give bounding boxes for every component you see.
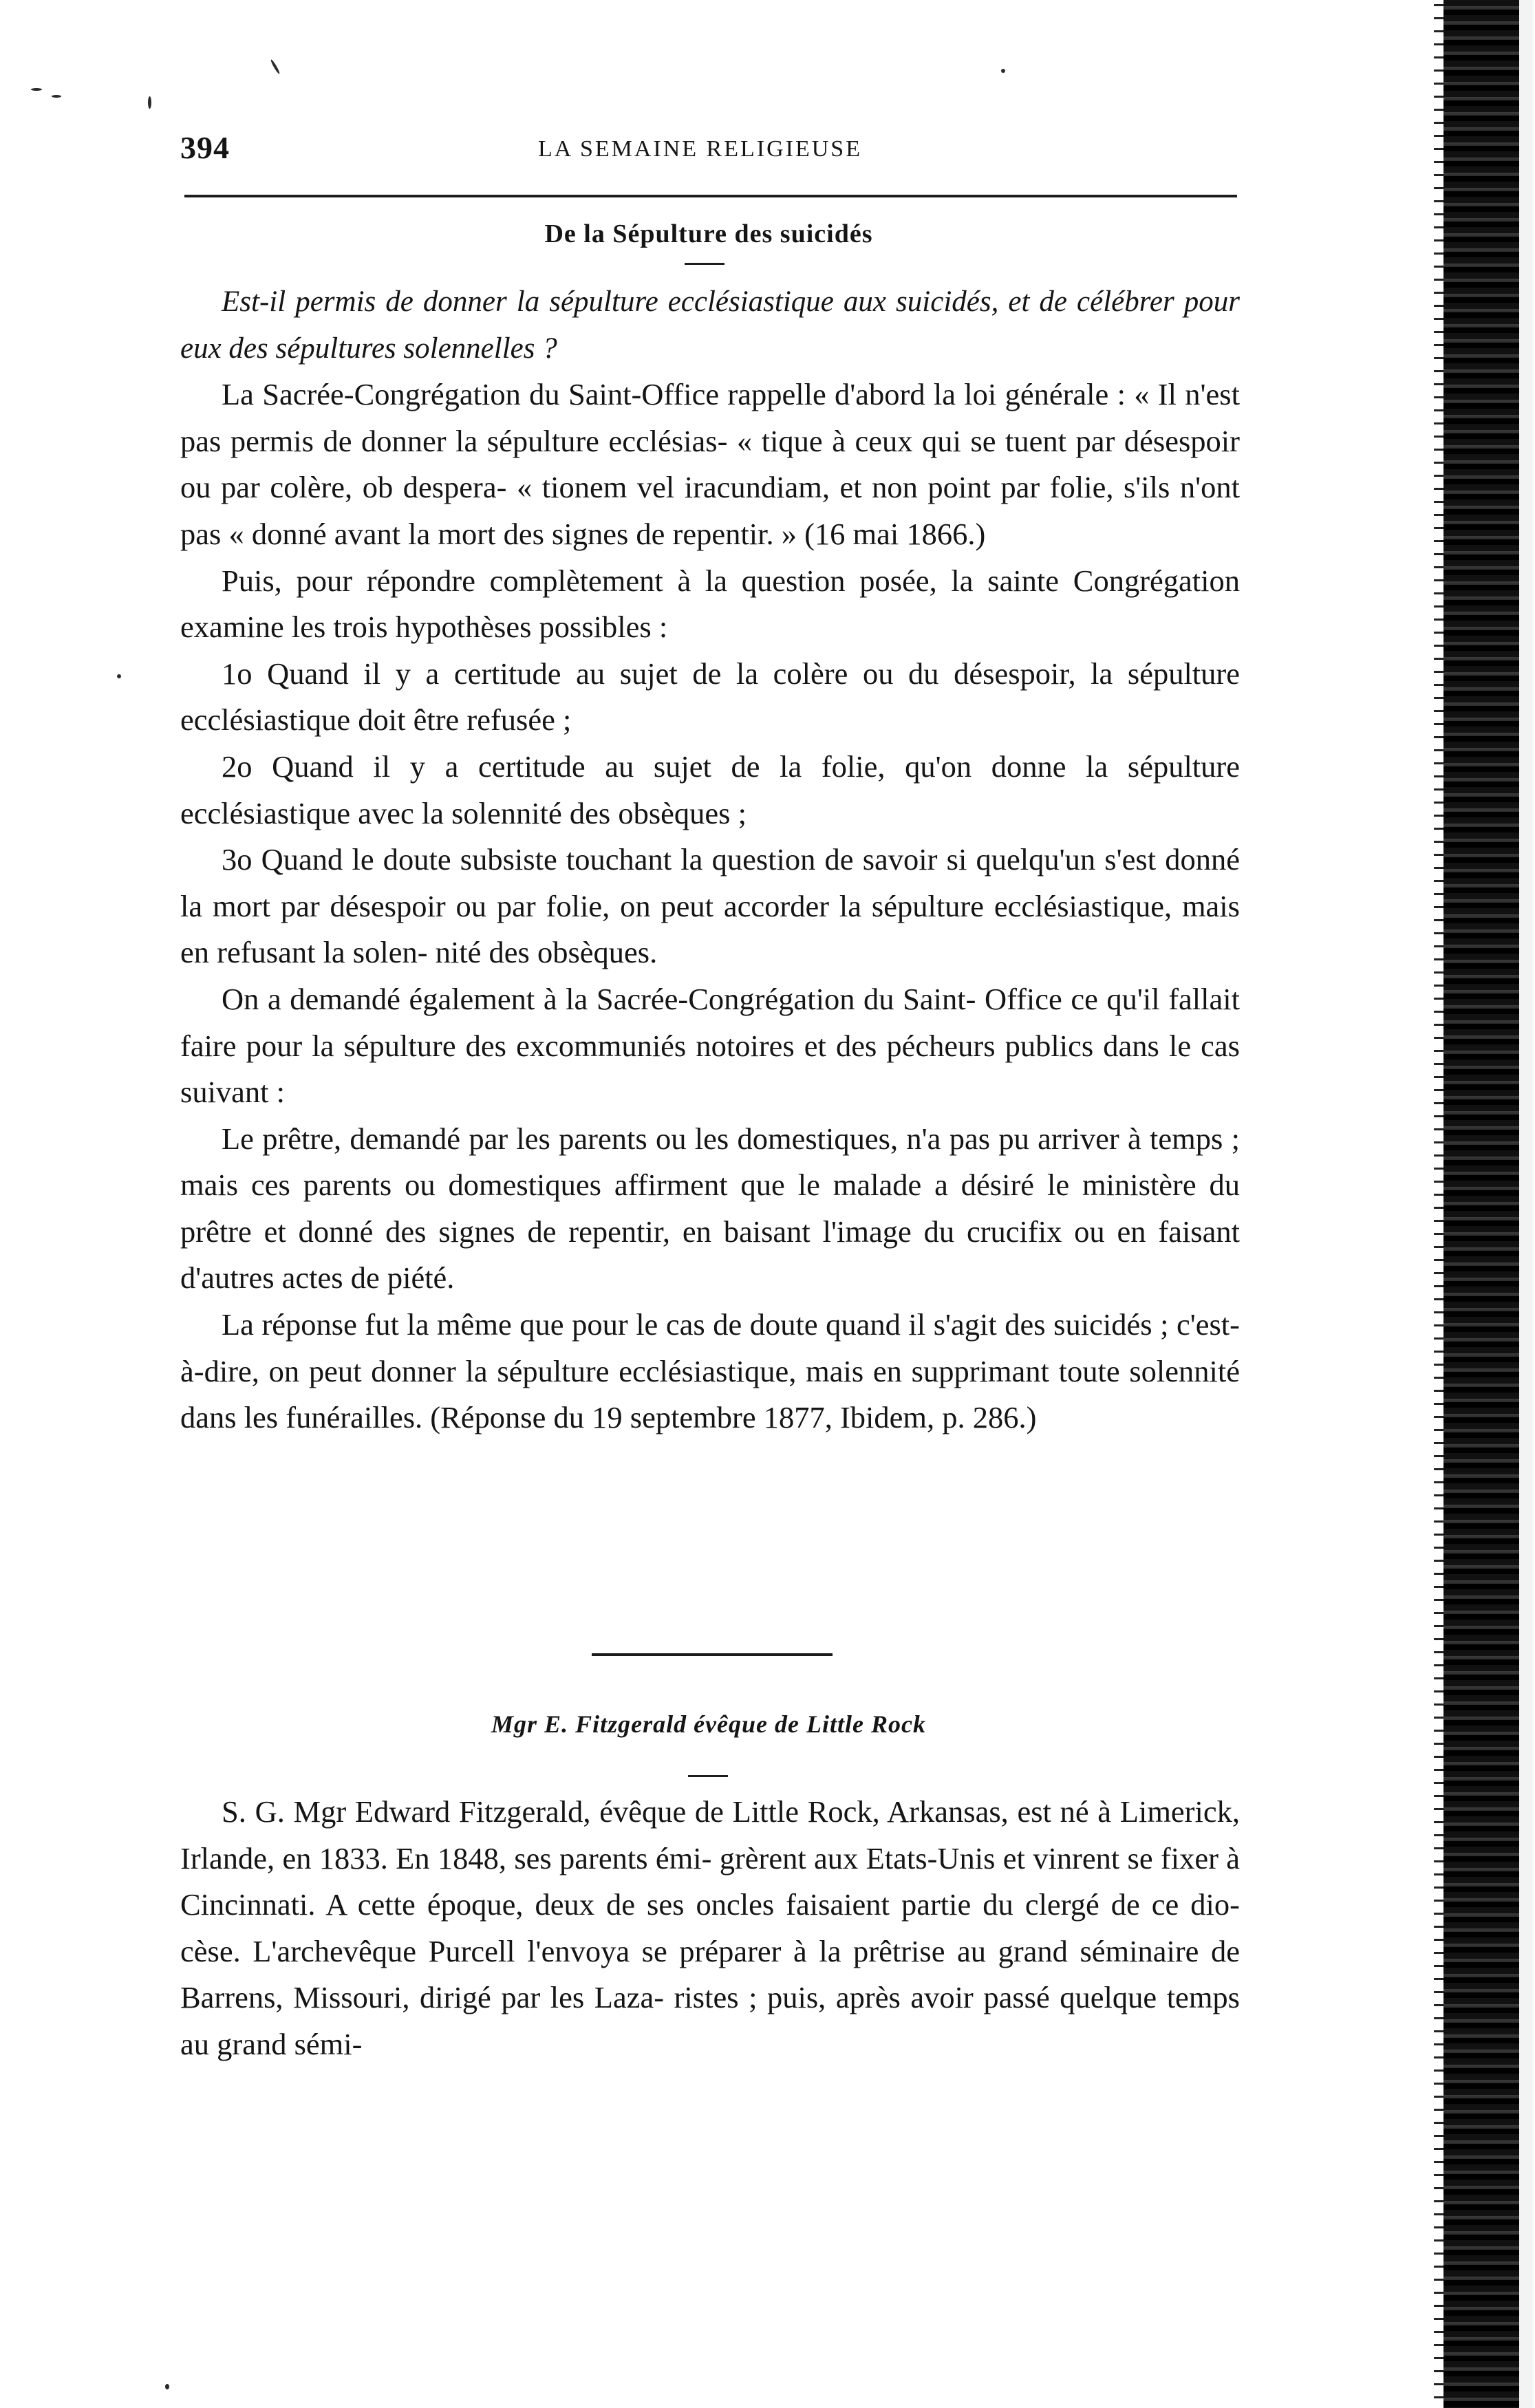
question-paragraph: Est-il permis de donner la sépulture ecclésiastique aux suicidés, et de célébrer pour eux des sépultures solennelles ? — [180, 286, 1240, 365]
scan-speck — [270, 59, 280, 75]
body-paragraph: 1o Quand il y a certitude au sujet de la colère ou du désespoir, la sépulture ecclésiastique doit être refusée ; — [180, 656, 1240, 738]
running-head — [180, 129, 1237, 178]
title-underline — [688, 1775, 728, 1777]
body-paragraph: 3o Quand le doute subsiste touchant la question de savoir si quelqu'un s'est donné la mort par désespoir ou par folie, on peut accorder la sépulture ecclésiastique, mais en refusant la solen- nité des obsèques. — [180, 842, 1240, 970]
title-underline — [685, 263, 724, 265]
scan-speck — [52, 95, 61, 98]
body-paragraph: La Sacrée-Congrégation du Saint-Office rappelle d'abord la loi générale : « Il n'est pas permis de donner la sépulture ecclésias- « tique à ceux qui se tuent par désespoir ou par colère, ob despera- « tionem vel iracundiam, et non point par folie, s'ils n'ont pas « donné avant la mort des signes de repentir. » (16 mai 1866.) — [180, 377, 1240, 551]
section-divider — [592, 1653, 833, 1656]
body-paragraph: S. G. Mgr Edward Fitzgerald, évêque de Little Rock, Arkansas, est né à Limerick, Irlande, en 1833. En 1848, ses parents émi- grèrent aux Etats-Unis et vinrent se fixer à Cincinnati. A cette époque, deux de ses oncles faisaient partie du clergé de ce dio- cèse. L'archevêque Purcell l'envoya se préparer à la prêtrise au grand séminaire de Barrens, Missouri, dirigé par les Laza- ristes ; puis, après avoir passé quelque temps au grand sémi- — [180, 1794, 1240, 2061]
scan-speck — [31, 88, 42, 91]
section-body-fitzgerald — [180, 1789, 1240, 2068]
scan-speck — [117, 674, 121, 678]
scan-speck — [148, 96, 151, 109]
scan-speck — [1001, 69, 1005, 73]
section-title-fitzgerald: Mgr E. Fitzgerald évêque de Little Rock — [491, 1710, 926, 1738]
journal-title: LA SEMAINE RELIGIEUSE — [538, 136, 862, 162]
section-title-sepulture: De la Sépulture des suicidés — [544, 219, 873, 248]
body-paragraph: La réponse fut la même que pour le cas de doute quand il s'agit des suicidés ; c'est-à-dire, on peut donner la sépulture ecclésiastique, mais en supprimant toute solennité dans les funérailles. (Réponse du 19 septembre 1877, Ibidem, p. 286.) — [180, 1307, 1240, 1435]
page-number: 394 — [180, 130, 230, 165]
scan-speck — [165, 2384, 169, 2389]
header-rule — [184, 195, 1237, 197]
body-paragraph: On a demandé également à la Sacrée-Congrégation du Saint- Office ce qu'il fallait faire pour la sépulture des excommuniés notoires et des pécheurs publics dans le cas suivant : — [180, 981, 1240, 1110]
body-paragraph: Puis, pour répondre complètement à la question posée, la sainte Congrégation examine les trois hypothèses possibles : — [180, 563, 1240, 645]
body-paragraph: Le prêtre, demandé par les parents ou les domestiques, n'a pas pu arriver à temps ; mais ces parents ou domestiques affirment que le malade a désiré le ministère du prêtre et donné des signes de repentir, en baisant l'image du crucifix ou en faisant d'autres actes de piété. — [180, 1121, 1240, 1296]
section-body-sepulture — [180, 279, 1240, 1441]
binding-edge — [1443, 0, 1519, 2408]
body-paragraph: 2o Quand il y a certitude au sujet de la folie, qu'on donne la sépulture ecclésiastique avec la solennité des obsèques ; — [180, 749, 1240, 830]
